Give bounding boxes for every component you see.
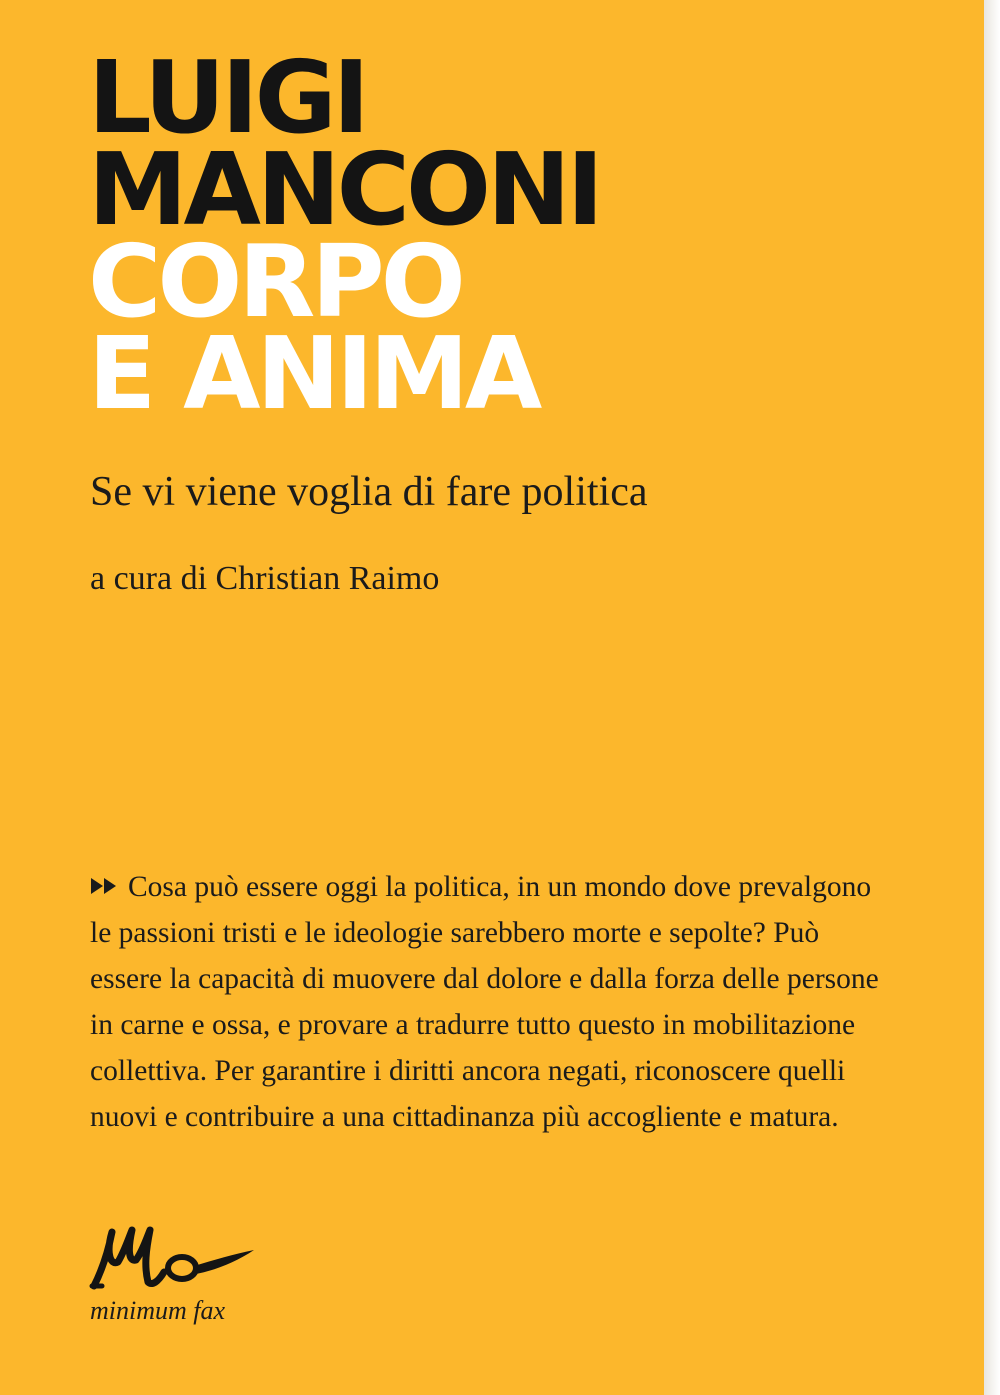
book-title (88, 223, 539, 432)
title-line: E ANIMA (88, 315, 539, 432)
blurb-line: nuovi e contribuire a una cittadinanza più accogliente e matura. (90, 1101, 839, 1133)
page-edge (984, 0, 1000, 1395)
blurb-text (90, 864, 970, 1140)
blurb-line: collettiva. Per garantire i diritti ancora negati, riconoscere quelli (90, 1055, 846, 1087)
blurb-line: Cosa può essere oggi la politica, in un mondo dove prevalgono (90, 864, 970, 910)
title-line: CORPO (88, 223, 462, 340)
author-name (88, 39, 600, 248)
author-line: MANCONI (88, 131, 600, 248)
editor-credit: a cura di Christian Raimo (90, 560, 440, 597)
blurb-line: essere la capacità di muovere dal dolore e dalla forza delle persone (90, 963, 879, 995)
book-subtitle: Se vi viene voglia di fare politica (90, 469, 648, 515)
publisher-logo (88, 1222, 258, 1292)
publisher-name: minimum fax (90, 1296, 226, 1325)
double-arrow-icon (90, 876, 120, 896)
blurb-line: le passioni tristi e le ideologie sarebbero morte e sepolte? Può (90, 917, 820, 949)
blurb-line: in carne e ossa, e provare a tradurre tutto questo in mobilitazione (90, 1009, 856, 1041)
author-line: LUIGI (88, 39, 366, 156)
